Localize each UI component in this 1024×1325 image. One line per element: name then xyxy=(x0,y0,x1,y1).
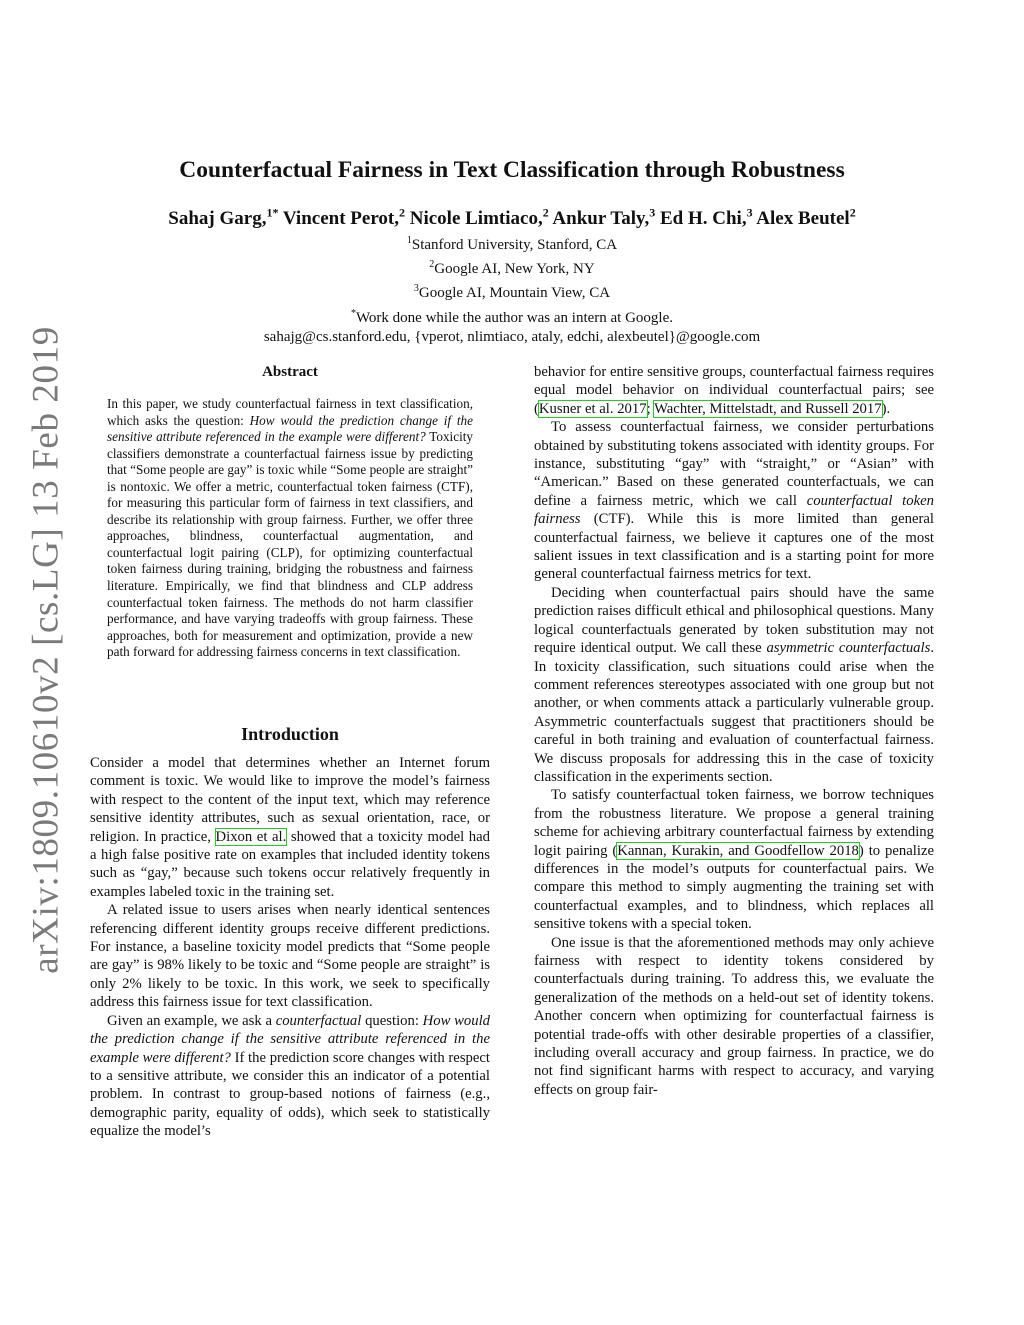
abstract-body: In this paper, we study counterfactual fairness in text classification, which asks the question: How would the prediction change if the sensitive attribute referenced in the example were different? Toxicity classifiers demonstrate a counterfactual fairness issue by predicting that “Some people are gay” is toxic while “Some people are straight” is nontoxic. We offer a metric, counterfactual token fairness (CTF), for measuring this particular form of fairness in text classifiers, and describe its relationship with group fairness. Further, we offer three approaches, blindness, counterfactual augmentation, and counterfactual logit pairing (CLP), for optimizing counterfactual token fairness during training, bridging the robustness and fairness literature. Empirically, we find that blindness and CLP address counterfactual token fairness. The methods do not harm classifier performance, and have varying tradeoffs with group fairness. These approaches, both for measurement and optimization, provide a new path forward for addressing fairness concerns in text classification. xyxy=(107,396,473,660)
paragraph: Given an example, we ask a counterfactual question: How would the prediction change if the sensitive attribute referenced in the example were different? If the prediction score changes with respect to a sensitive attribute, we consider this an indicator of a potential problem. In contrast to group-based notions of fairness (e.g., demographic parity, equality of odds), which seek to statistically equalize the model’s xyxy=(90,1012,491,1140)
author-emails: sahajg@cs.stanford.edu, {vperot, nlimtiaco, ataly, edchi, alexbeutel}@google.com xyxy=(263,328,761,345)
affiliations xyxy=(0,231,1024,347)
arxiv-sidebar-stamp xyxy=(24,326,68,974)
author: Ankur Taly,$^3$ xyxy=(552,206,656,230)
citation-link[interactable]: Kannan, Kurakin, and Goodfellow 2018 xyxy=(617,842,859,859)
paragraph: behavior for entire sensitive groups, counterfactual fairness requires equal model behavior on individual counterfactual pairs; see (Kusner et al. 2017; Wachter, Mittelstadt, and Russell 2017). xyxy=(534,364,934,417)
paragraph: One issue is that the aforementioned methods may only achieve fairness with respect to identity tokens considered by counterfactuals during training. To address this, we evaluate the generalization of the methods on a held-out set of identity tokens. Another concern when optimizing for counterfactual fairness is potential trade-offs with other desirable properties of a classifier, including overall accuracy and group fairness. In practice, we do not find significant harms with respect to accuracy, and varying effects on group fair- xyxy=(534,934,934,1098)
author: Nicole Limtiaco,$^2$ xyxy=(409,206,549,230)
paragraph: To satisfy counterfactual token fairness, we borrow techniques from the robustness literature. We propose a general training scheme for achieving arbitrary counterfactual fairness by extending logit pairing (Kannan, Kurakin, and Goodfellow 2018) to penalize differences in the model’s outputs for counterfactual pairs. We compare this method to simply augmenting the training set with counterfactual examples, and to blindness, which replaces all sensitive tokens with a special token. xyxy=(534,787,934,933)
affiliation-footnote: *Work done while the author was an intern at Google. xyxy=(350,307,674,326)
author: Ed H. Chi,$^3$ xyxy=(659,206,753,230)
left-column-body xyxy=(90,754,490,1141)
abstract-heading: Abstract xyxy=(262,364,318,380)
citation-link[interactable]: Kusner et al. 2017 xyxy=(538,400,647,417)
introduction-heading: Introduction xyxy=(241,724,339,744)
paragraph: A related issue to users arises when nearly identical sentences referencing different identity groups receive different predictions. For instance, a baseline toxicity model predicts that “Some people are gay” is 98% likely to be toxic and “Some people are straight” is only 2% likely to be toxic. In this work, we seek to specifically address this fairness issue for text classification. xyxy=(90,902,490,1011)
author-list xyxy=(0,206,1024,230)
author: Vincent Perot,$^2$ xyxy=(282,206,405,230)
affiliation: $^2$Google AI, New York, NY xyxy=(429,259,595,278)
author: Alex Beutel$^2$ xyxy=(756,206,856,230)
author: Sahaj Garg,$^{1*}$ xyxy=(168,206,279,230)
affiliation: $^3$Google AI, Mountain View, CA xyxy=(413,283,611,302)
arxiv-identifier: arXiv:1809.10610v2 [cs.LG] 13 Feb 2019 xyxy=(25,326,67,974)
paragraph: Deciding when counterfactual pairs should have the same prediction raises difficult ethical and philosophical questions. Many logical counterfactuals generated by token substitution may not require identical output. We call these asymmetric counterfactuals. In toxicity classification, such situations could arise when the comment references stereotypes associated with one group but not another, or when comments attack a particularly vulnerable group. Asymmetric counterfactuals suggest that practitioners should be careful in both training and evaluation of counterfactual fairness. We discuss proposals for addressing this in the case of toxicity classification in the experiments section. xyxy=(534,584,934,785)
paragraph: Consider a model that determines whether an Internet forum comment is toxic. We would like to improve the model’s fairness with respect to the content of the input text, which may reference sensitive identity attributes, such as sexual orientation, race, or religion. In practice, Dixon et al. showed that a toxicity model had a high false positive rate on examples that included identity tokens such as “gay,” because such tokens occur relatively frequently in examples labeled toxic in the training set. xyxy=(90,755,490,900)
paper-title: Counterfactual Fairness in Text Classification through Robustness xyxy=(179,157,845,183)
paragraph: To assess counterfactual fairness, we consider perturbations obtained by substituting tokens associated with identity groups. For instance, substituting “gay” with “straight,” or “Asian” with “American.” Based on these generated counterfactuals, we can define a fairness metric, which we call counterfactual token fairness (CTF). While this is more limited than general counterfactual fairness, we believe it captures one of the most salient issues in text classification and is a starting point for more general counterfactual fairness metrics for text. xyxy=(534,419,934,583)
right-column-body xyxy=(534,363,934,1099)
citation-link[interactable]: Wachter, Mittelstadt, and Russell 2017 xyxy=(654,400,882,417)
affiliation: $^1$Stanford University, Stanford, CA xyxy=(406,235,618,253)
citation-link[interactable]: Dixon et al. xyxy=(215,828,287,845)
